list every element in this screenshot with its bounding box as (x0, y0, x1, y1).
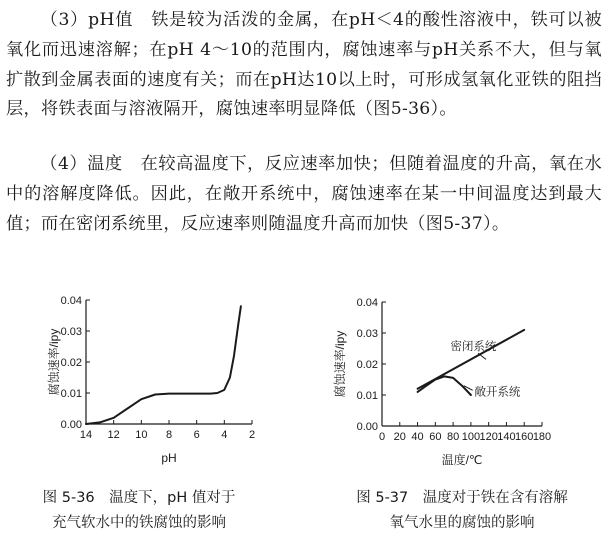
figure-5-36-caption (14, 486, 264, 536)
fig1-y-tick-label: 0.02 (60, 357, 82, 369)
paragraph-ph (6, 6, 602, 125)
fig2-x-tick-label: 40 (411, 431, 424, 443)
fig2-y-tick-label: 0.03 (356, 328, 378, 340)
fig2-y-axis-label: 腐蚀速率/ipy (333, 330, 347, 398)
fig1-line (86, 306, 241, 424)
fig2-y-tick-label: 0.02 (356, 359, 378, 371)
figure-5-36-chart (0, 288, 270, 468)
fig2-line-1 (418, 376, 471, 395)
paragraph-temperature-body: 在较高温度下，反应速率加快；但随着温度的升高，氧在水中的溶解度降低。因此，在敞开系统中，腐蚀速率在某一中间温度达到最大值；而在密闭系统里，反应速率则随温度升高而加快（图5-37）。 (6, 154, 602, 234)
figure-5-37-chart (330, 288, 590, 468)
fig2-label-closed: 密闭系统 (450, 341, 497, 354)
fig2-y-tick-label: 0.01 (356, 390, 378, 402)
paragraph-ph-lead: （3）pH值 (40, 10, 134, 30)
fig1-y-tick-label: 0.01 (60, 388, 82, 400)
paragraph-ph-body: 铁是较为活泼的金属，在pH＜4的酸性溶液中，铁可以被氧化而迅速溶解；在pH 4～10的范围内，腐蚀速率与pH关系不大，但与氧扩散到金属表面的速度有关；而在pH达10以上时，可形成氢氧化亚铁的阻挡层，将铁表面与溶液隔开，腐蚀速率明显降低（图5-36）。 (6, 10, 602, 120)
fig2-label-open: 敞开系统 (474, 386, 521, 399)
fig2-x-tick-label: 0 (378, 431, 386, 443)
fig2-x-tick-label: 160 (515, 431, 534, 443)
fig1-x-tick-label: 8 (165, 429, 173, 441)
figure-5-37-caption (320, 486, 604, 536)
fig1-y-tick-label: 0.03 (60, 326, 82, 338)
fig2-x-tick-label: 20 (393, 431, 406, 443)
fig1-y-tick-label: 0.04 (60, 295, 82, 307)
fig2-x-axis-label: 温度/℃ (441, 453, 483, 467)
fig1-x-tick-label: 10 (135, 429, 148, 441)
fig1-y-axis-label: 腐蚀速率/ipy (47, 328, 61, 396)
fig1-x-tick-label: 14 (79, 429, 93, 441)
fig2-y-tick-label: 0.00 (356, 421, 378, 433)
fig2-x-tick-label: 60 (429, 431, 442, 443)
paragraph-temperature (6, 150, 602, 239)
fig1-x-tick-label: 4 (221, 429, 228, 441)
fig1-x-tick-label: 2 (248, 429, 256, 441)
fig2-x-tick-label: 80 (446, 431, 460, 443)
figure-5-37-caption-line2: 氧气水里的腐蚀的影响 (389, 515, 535, 531)
fig1-y-tick-label: 0.00 (60, 419, 82, 431)
fig2-x-tick-label: 120 (479, 431, 498, 443)
fig1-x-axis-label: pH (161, 451, 177, 465)
paragraph-temperature-lead: （4）温度 (40, 154, 123, 174)
figure-5-37-caption-line1: 图 5-37 温度对于铁在含有溶解 (356, 490, 568, 506)
fig2-y-tick-label: 0.04 (356, 297, 378, 309)
figure-5-36-caption-line2: 充气软水中的铁腐蚀的影响 (52, 515, 226, 531)
fig2-x-tick-label: 100 (461, 431, 481, 443)
fig1-x-tick-label: 12 (107, 429, 120, 441)
fig1-x-tick-label: 6 (193, 429, 200, 441)
fig2-x-tick-label: 140 (497, 431, 516, 443)
fig2-x-tick-label: 180 (532, 431, 552, 443)
figure-5-36-caption-line1: 图 5-36 温度下，pH 值对于 (42, 490, 236, 506)
